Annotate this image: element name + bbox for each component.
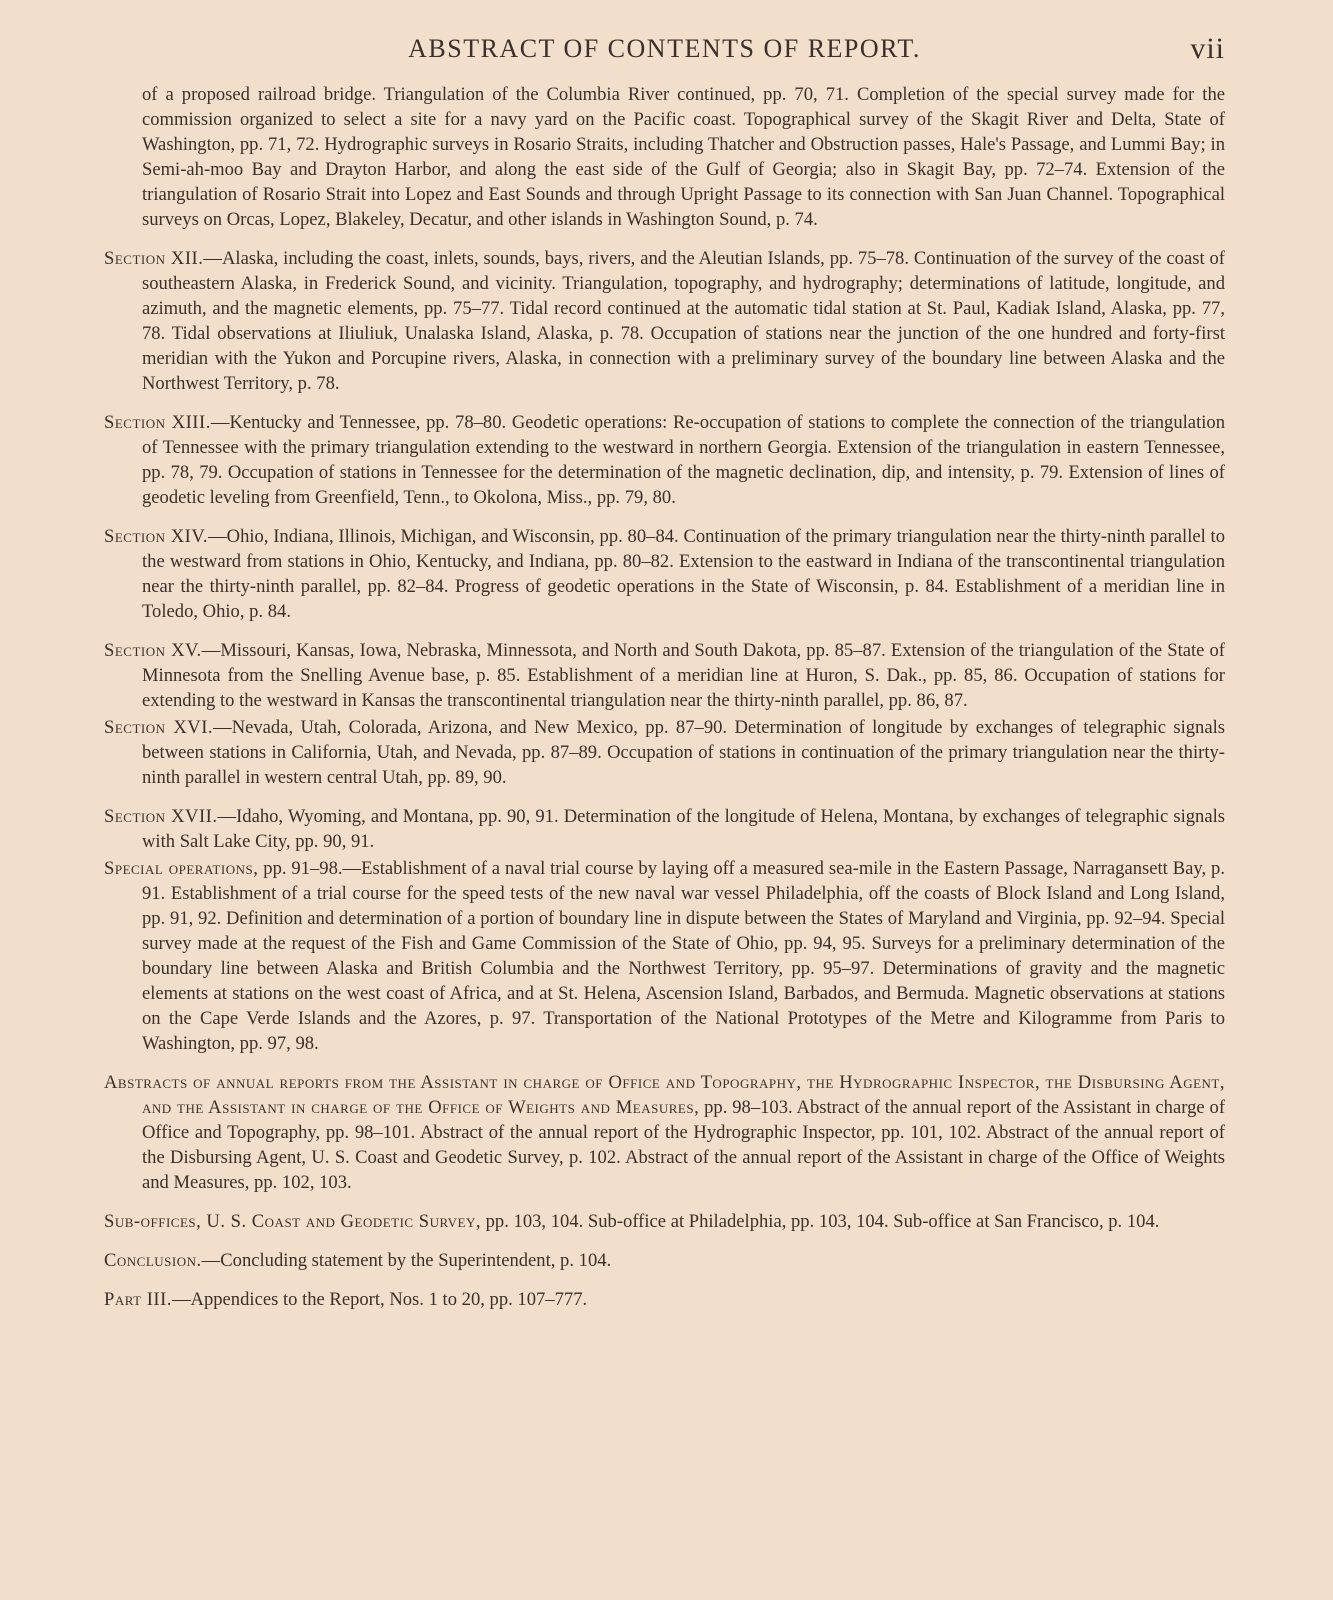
entry-text: —Missouri, Kansas, Iowa, Nebraska, Minnessota, and North and South Dakota, pp. 85–87. Extension of the triangulation of the State of Minnesota from the Snelling Avenue base, p. 85. Establishment of a meridian line at Huron, S. Dak., pp. 85, 86. Occupation of stations for extending to the westward in Kansas the transcontinental triangulation near the thirty-ninth parallel, pp. 86, 87.	[142, 640, 1225, 711]
entry-text: —Concluding statement by the Superintendent, p. 104.	[201, 1250, 612, 1271]
entry-text: —Ohio, Indiana, Illinois, Michigan, and Wisconsin, pp. 80–84. Continuation of the primary triangulation near the thirty-ninth parallel to the westward from stations in Ohio, Kentucky, and Indiana, pp. 80–82. Extension to the eastward in Indiana of the transcontinental triangulation near the thirty-ninth parallel, pp. 82–84. Progress of geodetic operations in the State of Wisconsin, p. 84. Establishment of a meridian line in Toledo, Ohio, p. 84.	[142, 526, 1225, 622]
entry-section-xiv	[104, 524, 1225, 624]
entry-text: pp. 91–98.—Establishment of a naval trial course by laying off a measured sea-mile in the Eastern Passage, Narragansett Bay, p. 91. Establishment of a trial course for the speed tests of the new naval war vessel Philadelphia, off the coasts of Block Island and Long Island, pp. 91, 92. Definition and determination of a portion of boundary line in dispute between the States of Maryland and Virginia, pp. 92–94. Special survey made at the request of the Fish and Game Commission of the State of Ohio, pp. 94, 95. Surveys for a preliminary determination of the boundary line between Alaska and British Columbia and the Northwest Territory, pp. 95–97. Determinations of gravity and the magnetic elements at stations on the west coast of Africa, and at St. Helena, Ascension Island, Barbados, and Bermuda. Magnetic observations at stations on the Cape Verde Islands and the Azores, p. 97. Transportation of the National Prototypes of the Metre and Kilogramme from Paris to Washington, pp. 97, 98.	[142, 858, 1225, 1054]
entry-label: Conclusion.	[104, 1250, 202, 1271]
entry-label: Part III.	[104, 1289, 172, 1310]
entry-label: Section XIV.	[104, 526, 209, 547]
entry-label: Special operations,	[104, 858, 259, 879]
entry-part-iii	[104, 1287, 1225, 1312]
page-number: vii	[1190, 32, 1225, 65]
entry-label: Abstracts of annual reports from the Assistant in charge of Office and Topography, the Hydrographic Inspector, the Disbursing Agent, and the Assistant in charge of the Office of Weights and Measures,	[104, 1072, 1225, 1118]
entry-conclusion	[104, 1248, 1225, 1273]
entry-continuation	[104, 82, 1225, 232]
entry-special-operations	[104, 856, 1225, 1056]
entry-text: —Idaho, Wyoming, and Montana, pp. 90, 91. Determination of the longitude of Helena, Montana, by exchanges of telegraphic signals with Salt Lake City, pp. 90, 91.	[142, 806, 1225, 852]
page-header	[104, 34, 1225, 78]
entry-label: Section XVI.	[104, 717, 214, 738]
entry-section-xvi	[104, 715, 1225, 790]
entry-section-xv	[104, 638, 1225, 713]
entry-label: Section XV.	[104, 640, 202, 661]
entry-label: Section XVII.	[104, 806, 218, 827]
running-title: ABSTRACT OF CONTENTS OF REPORT.	[408, 34, 921, 63]
entry-text: pp. 98–103. Abstract of the annual report of the Assistant in charge of Office and Topography, pp. 98–101. Abstract of the annual report of the Hydrographic Inspector, pp. 101, 102. Abstract of the annual report of the Disbursing Agent, U. S. Coast and Geodetic Survey, p. 102. Abstract of the annual report of the Assistant in charge of the Office of Weights and Measures, pp. 102, 103.	[142, 1097, 1226, 1193]
entry-text: —Appendices to the Report, Nos. 1 to 20, pp. 107–777.	[171, 1289, 588, 1310]
entry-abstracts	[104, 1070, 1225, 1195]
entry-section-xvii	[104, 804, 1225, 854]
entry-section-xiii	[104, 410, 1225, 510]
entry-label: Section XII.	[104, 248, 204, 269]
entry-text: —Alaska, including the coast, inlets, sounds, bays, rivers, and the Aleutian Islands, pp. 75–78. Continuation of the survey of the coast of southeastern Alaska, in Frederick Sound, and vicinity. Triangulation, topography, and hydrography; determinations of latitude, longitude, and azimuth, and the magnetic elements, pp. 75–77. Tidal record continued at the automatic tidal station at St. Paul, Kadiak Island, Alaska, pp. 77, 78. Tidal observations at Iliuliuk, Unalaska Island, Alaska, p. 78. Occupation of stations near the junction of the one hundred and forty-first meridian with the Yukon and Porcupine rivers, Alaska, in connection with a preliminary survey of the boundary line between Alaska and the Northwest Territory, p. 78.	[142, 248, 1225, 394]
entry-text: of a proposed railroad bridge. Triangulation of the Columbia River continued, pp. 70, 71. Completion of the special survey made for the commission organized to select a site for a navy yard on the Pacific coast. Topographical survey of the Skagit River and Delta, State of Washington, pp. 71, 72. Hydrographic surveys in Rosario Straits, including Thatcher and Obstruction passes, Hale's Passage, and Lummi Bay; in Semi-ah-moo Bay and Drayton Harbor, and along the east side of the Gulf of Georgia; also in Skagit Bay, pp. 72–74. Extension of the triangulation of Rosario Strait into Lopez and East Sounds and through Upright Passage to its connection with San Juan Channel. Topographical surveys on Orcas, Lopez, Blakeley, Decatur, and other islands in Washington Sound, p. 74.	[142, 84, 1225, 230]
entry-text: pp. 103, 104. Sub-office at Philadelphia, pp. 103, 104. Sub-office at San Francisco, p. 104.	[480, 1211, 1160, 1232]
entry-text: —Nevada, Utah, Colorada, Arizona, and New Mexico, pp. 87–90. Determination of longitude by exchanges of telegraphic signals between stations in California, Utah, and Nevada, pp. 87–89. Occupation of stations in continuation of the primary triangulation near the thirty-ninth parallel in western central Utah, pp. 89, 90.	[142, 717, 1226, 788]
entry-label: Section XIII.	[104, 412, 211, 433]
entry-section-xii	[104, 246, 1225, 396]
entry-label: Sub-offices, U. S. Coast and Geodetic Survey,	[104, 1211, 481, 1232]
entry-sub-offices	[104, 1209, 1225, 1234]
entry-text: —Kentucky and Tennessee, pp. 78–80. Geodetic operations: Re-occupation of stations to complete the connection of the triangulation of Tennessee with the primary triangulation extending to the westward in northern Georgia. Extension of the triangulation in eastern Tennessee, pp. 78, 79. Occupation of stations in Tennessee for the determination of the magnetic declination, dip, and intensity, p. 79. Extension of lines of geodetic leveling from Greenfield, Tenn., to Okolona, Miss., pp. 79, 80.	[142, 412, 1225, 508]
